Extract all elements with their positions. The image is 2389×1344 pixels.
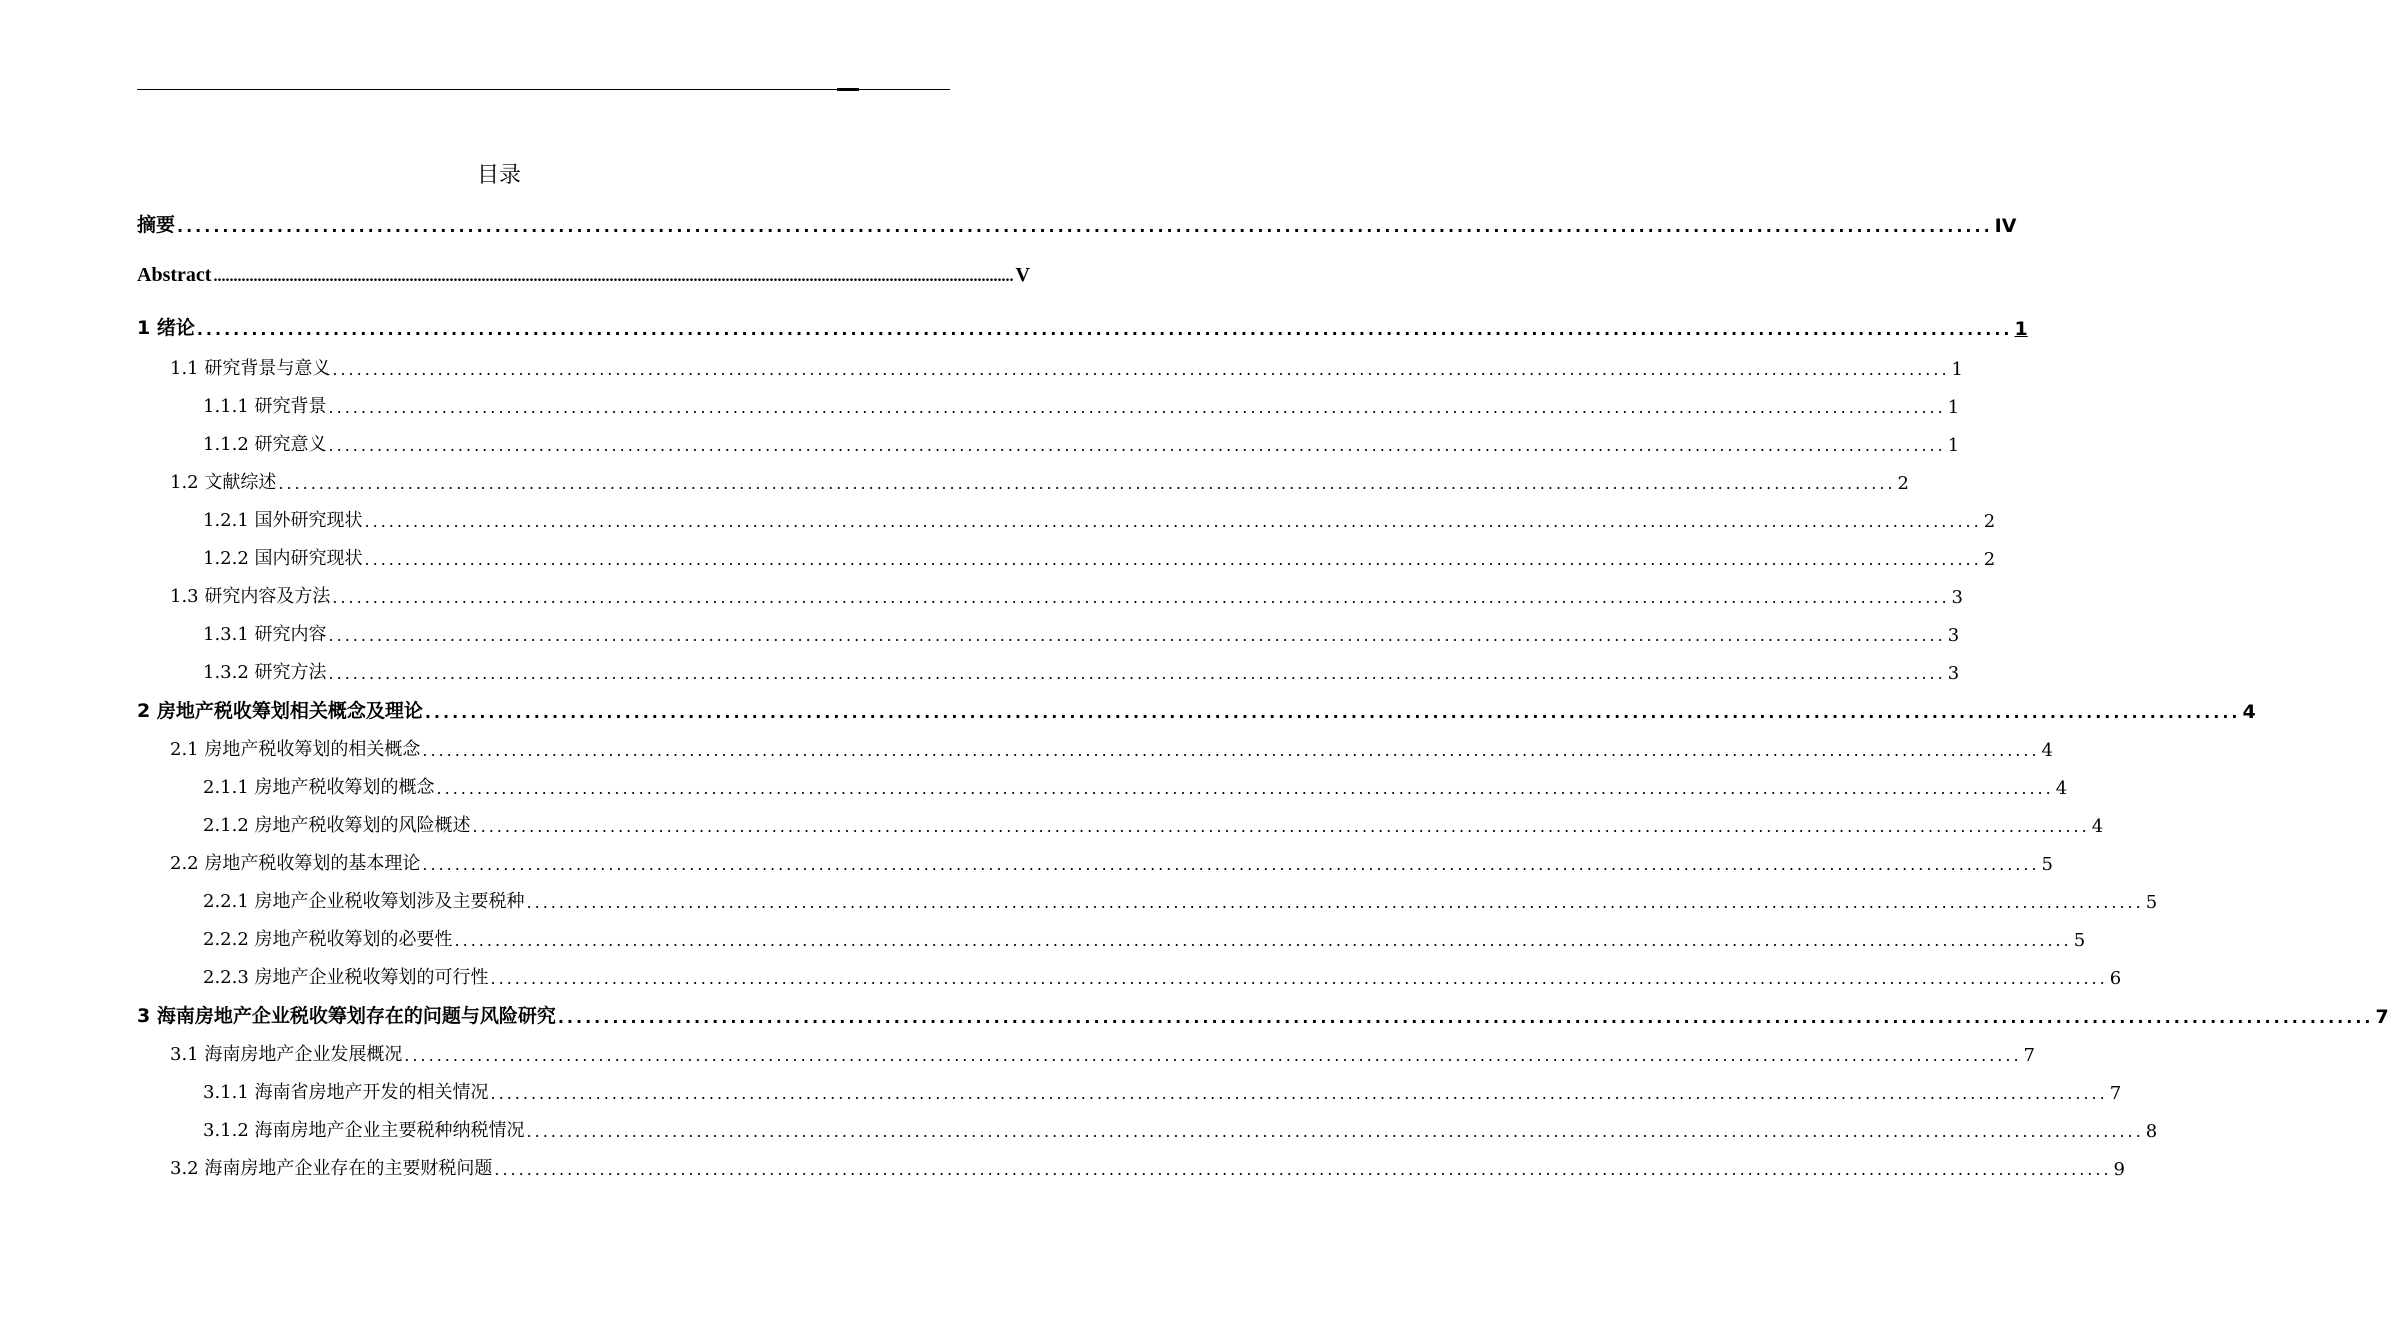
toc-entry-page: V xyxy=(1015,264,1030,286)
toc-entry[interactable] xyxy=(137,578,1963,608)
toc-entry[interactable] xyxy=(137,845,2053,875)
toc-entry-page: 8 xyxy=(2145,1121,2158,1142)
toc-entry[interactable] xyxy=(137,883,2158,913)
toc-entry-label: 摘要 xyxy=(137,214,176,236)
toc-entry-label: 1.3.1 研究内容 xyxy=(203,624,327,645)
toc-entry[interactable] xyxy=(137,959,2122,989)
toc-entry[interactable] xyxy=(137,693,2256,723)
toc-dot-leader: ........................................................................................................................................................................................................ xyxy=(494,1160,2112,1179)
toc-entry[interactable] xyxy=(137,807,2104,837)
toc-entry[interactable] xyxy=(137,310,2028,340)
toc-entry-label: 1.1.2 研究意义 xyxy=(203,434,327,455)
toc-entry-page: 3 xyxy=(1947,625,1960,646)
toc-entry-label: 2.2.1 房地产企业税收筹划涉及主要税种 xyxy=(203,891,525,912)
toc-dot-leader: ........................................................................................................................................................................................................ xyxy=(404,1046,2022,1065)
toc-entry-page: 7 xyxy=(2023,1045,2035,1066)
toc-entry-label: 2.2 房地产税收筹划的基本理论 xyxy=(170,853,421,874)
toc-dot-leader: ........................................................................................................................................................................................................ xyxy=(332,588,1950,607)
toc-dot-leader: ........................................................................................................................................................................................................ xyxy=(177,217,1993,236)
toc-entry[interactable] xyxy=(137,257,1030,287)
toc-entry-page: 3 xyxy=(1947,663,1960,684)
toc-entry-label: 2.1.1 房地产税收筹划的概念 xyxy=(203,777,435,798)
toc-dot-leader: ........................................................................................................................................................................................................ xyxy=(328,436,1946,455)
toc-entry-label: 1.2.1 国外研究现状 xyxy=(203,510,363,531)
toc-entry-label: 1.1 研究背景与意义 xyxy=(170,358,331,379)
toc-entry[interactable] xyxy=(137,1074,2122,1104)
toc-title: 目录 xyxy=(476,163,521,188)
toc-dot-leader: ........................................................................................................................................................................................................ xyxy=(454,931,2072,950)
toc-entry-page: 1 xyxy=(1951,359,1963,380)
toc-entry-label: 1.1.1 研究背景 xyxy=(203,396,327,417)
toc-entry-label: 2.2.2 房地产税收筹划的必要性 xyxy=(203,929,453,950)
toc-entry-page: 1 xyxy=(1947,435,1960,456)
toc-dot-leader: ........................................................................................................................................................................................................ xyxy=(278,474,1896,493)
toc-entry[interactable] xyxy=(137,921,2086,951)
toc-entry[interactable] xyxy=(137,464,1909,494)
toc-dot-leader: ........................................................................................................................................................................................................ xyxy=(364,550,1982,569)
toc-entry-page: 6 xyxy=(2109,968,2122,989)
toc-dot-leader: ........................................................................................................................................................................................................ xyxy=(436,779,2054,798)
toc-entry-label: 1.2 文献综述 xyxy=(170,472,277,493)
toc-entry-page: 5 xyxy=(2041,854,2053,875)
toc-entry-label: 3.1.1 海南省房地产开发的相关情况 xyxy=(203,1082,489,1103)
toc-entry-label: 1.2.2 国内研究现状 xyxy=(203,548,363,569)
toc-entry[interactable] xyxy=(137,731,2053,761)
toc-entry[interactable] xyxy=(137,426,1960,456)
toc-entry-page: 7 xyxy=(2375,1006,2389,1028)
toc-dot-leader: ........................................................................................................................................................................................................ xyxy=(526,893,2144,912)
toc-dot-leader: ........................................................................................................................................................................................................ xyxy=(424,703,2241,722)
toc-entry-label: 1.3.2 研究方法 xyxy=(203,662,327,683)
header-tick-mark xyxy=(837,88,859,91)
toc-entry-label: 3.2 海南房地产企业存在的主要财税问题 xyxy=(170,1158,493,1179)
toc-dot-leader: ........................................................................................................................................................................................................ xyxy=(328,626,1946,645)
toc-entry-page: 5 xyxy=(2073,930,2086,951)
toc-entry-label: 2.1.2 房地产税收筹划的风险概述 xyxy=(203,815,471,836)
toc-entry-page: 9 xyxy=(2113,1159,2125,1180)
toc-entry-page: 2 xyxy=(1983,511,1996,532)
toc-entry[interactable] xyxy=(137,502,1996,532)
toc-entry[interactable] xyxy=(137,769,2068,799)
toc-entry[interactable] xyxy=(137,1150,2125,1180)
toc-dot-leader: ........................................................................................................................................................................................................ xyxy=(328,398,1946,417)
toc-entry-label: 2.1 房地产税收筹划的相关概念 xyxy=(170,739,421,760)
toc-entry-page: 4 xyxy=(2055,778,2068,799)
toc-entry[interactable] xyxy=(137,1036,2035,1066)
toc-dot-leader: ........................................................................................................................................................................................................ xyxy=(490,969,2108,988)
toc-dot-leader: ........................................................................................................................................................................................................ xyxy=(557,1008,2374,1027)
toc-dot-leader: ........................................................................................................................................................................................................ xyxy=(472,817,2090,836)
toc-entry-page: 4 xyxy=(2091,816,2104,837)
toc-dot-leader: ........................................................................................................................................................................................................ xyxy=(332,360,1950,379)
toc-entry[interactable] xyxy=(137,207,2017,237)
toc-entry-page: 1 xyxy=(1947,397,1960,418)
toc-entry[interactable] xyxy=(137,1112,2158,1142)
toc-dot-leader: ........................................................................................................................................................................................................ xyxy=(213,268,1014,285)
toc-entry-label: 1 绪论 xyxy=(137,317,195,339)
toc-entry[interactable] xyxy=(137,998,2389,1028)
toc-dot-leader: ........................................................................................................................................................................................................ xyxy=(490,1084,2108,1103)
toc-entry[interactable] xyxy=(137,616,1960,646)
toc-entry[interactable] xyxy=(137,388,1960,418)
toc-dot-leader: ........................................................................................................................................................................................................ xyxy=(422,855,2040,874)
toc-entry-page: 1 xyxy=(2014,318,2028,340)
toc-entry[interactable] xyxy=(137,350,1963,380)
toc-entry-page: 5 xyxy=(2145,892,2158,913)
toc-entry-label: 3.1.2 海南房地产企业主要税种纳税情况 xyxy=(203,1120,525,1141)
toc-entry[interactable] xyxy=(137,654,1960,684)
toc-entry-label: 3 海南房地产企业税收筹划存在的问题与风险研究 xyxy=(137,1005,556,1027)
toc-entry-page: 2 xyxy=(1983,549,1996,570)
toc-dot-leader: ........................................................................................................................................................................................................ xyxy=(328,664,1946,683)
toc-dot-leader: ........................................................................................................................................................................................................ xyxy=(364,512,1982,531)
toc-dot-leader: ........................................................................................................................................................................................................ xyxy=(422,741,2040,760)
toc-entry-label: 2 房地产税收筹划相关概念及理论 xyxy=(137,700,423,722)
toc-entry-page: 2 xyxy=(1897,473,1909,494)
toc-dot-leader: ........................................................................................................................................................................................................ xyxy=(196,320,2013,339)
toc-entry-page: 4 xyxy=(2041,740,2053,761)
toc-entry-page: 4 xyxy=(2242,701,2256,723)
toc-entry-label: 3.1 海南房地产企业发展概况 xyxy=(170,1044,403,1065)
toc-entry-label: Abstract xyxy=(137,264,212,286)
toc-entry-page: 3 xyxy=(1951,587,1963,608)
toc-entry-page: 7 xyxy=(2109,1083,2122,1104)
toc-entry-label: 2.2.3 房地产企业税收筹划的可行性 xyxy=(203,967,489,988)
toc-entry-label: 1.3 研究内容及方法 xyxy=(170,586,331,607)
header-rule xyxy=(137,89,950,90)
toc-entry[interactable] xyxy=(137,540,1996,570)
toc-entry-page: IV xyxy=(1994,215,2017,237)
toc-dot-leader: ........................................................................................................................................................................................................ xyxy=(526,1122,2144,1141)
